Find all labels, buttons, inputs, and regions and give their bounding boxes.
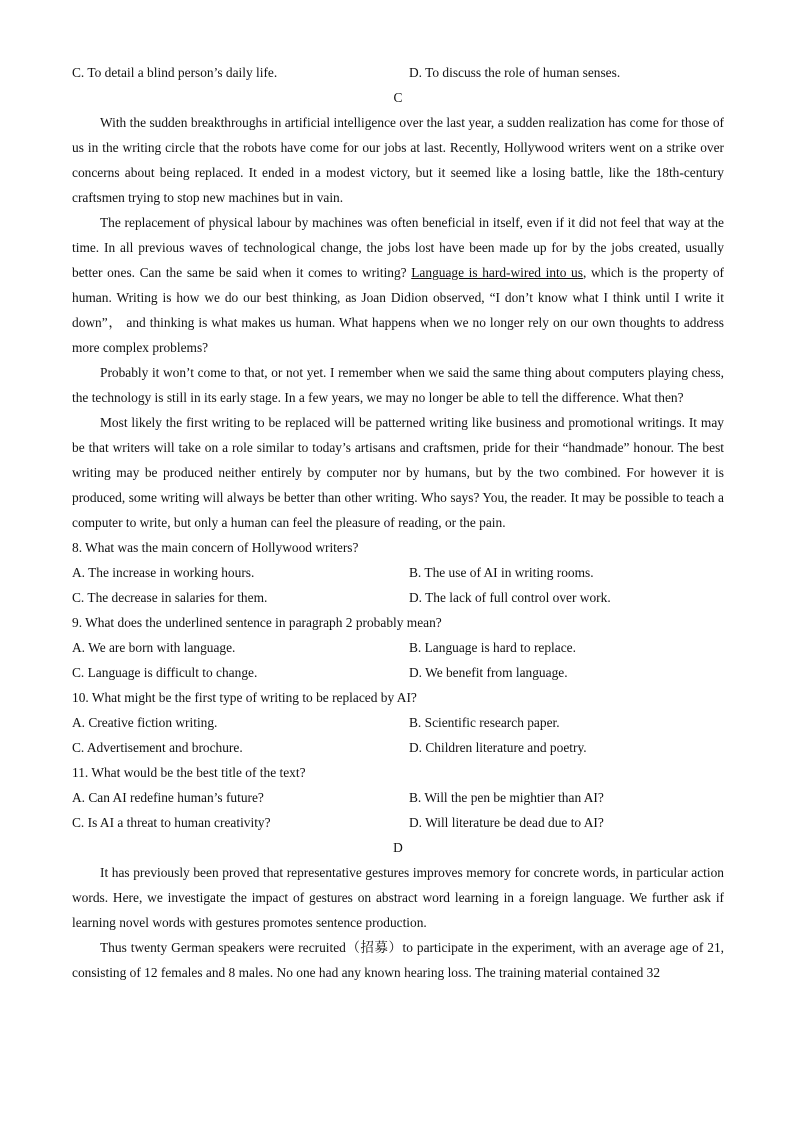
option-b: B. Language is hard to replace.: [409, 640, 576, 655]
question-9: [72, 610, 724, 685]
question-stem: 11. What would be the best title of the text?: [72, 765, 306, 780]
option-b: B. Will the pen be mightier than AI?: [409, 790, 604, 805]
prev-option-d: D. To discuss the role of human senses.: [409, 65, 621, 80]
option-d: D. Children literature and poetry.: [409, 740, 587, 755]
question-11: [72, 760, 724, 835]
option-row-cd: [72, 660, 724, 685]
option-d: D. We benefit from language.: [409, 665, 568, 680]
question-stem: 10. What might be the first type of writing to be replaced by AI?: [72, 690, 417, 705]
passage-d-paragraph-1: It has previously been proved that representative gestures improves memory for concrete words, in particular action words. Here, we investigate the impact of gestures on abstract word learning in a foreign language. We further ask if learning novel words with gestures promotes sentence production.: [72, 865, 724, 930]
option-row-cd: [72, 585, 724, 610]
option-d: D. The lack of full control over work.: [409, 590, 611, 605]
paragraph-2-text-after: , which is the property of human. Writing is how we do our best thinking, as Joan Didion observed, “I don’t know what I think until I write it down”， and thinking is what makes us human. What happens when we no longer rely on our own thoughts to address more complex problems?: [72, 265, 724, 355]
paragraph-2-text-before: The replacement of physical labour by machines was often beneficial in itself, even if it did not feel that way at the time. In all previous waves of technological change, the jobs lost have been made up for by the jobs created, usually better ones. Can the same be said when it comes to writing?: [72, 215, 724, 280]
question-stem: 9. What does the underlined sentence in paragraph 2 probably mean?: [72, 615, 442, 630]
option-a: A. We are born with language.: [72, 640, 236, 655]
option-b: B. The use of AI in writing rooms.: [409, 565, 594, 580]
option-row-ab: [72, 785, 724, 810]
passage-d-paragraph-2: Thus twenty German speakers were recruited（招募）to participate in the experiment, with an average age of 21, consisting of 12 females and 8 males. No one had any known hearing loss. The training material contained 32: [72, 940, 724, 980]
prev-question-options-cd: [72, 60, 724, 85]
option-c: C. The decrease in salaries for them.: [72, 590, 268, 605]
option-c: C. Advertisement and brochure.: [72, 740, 243, 755]
question-10: [72, 685, 724, 760]
option-b: B. Scientific research paper.: [409, 715, 560, 730]
option-c: C. Language is difficult to change.: [72, 665, 258, 680]
option-row-ab: [72, 635, 724, 660]
passage-c-paragraph-2: [72, 210, 724, 360]
option-d: D. Will literature be dead due to AI?: [409, 815, 604, 830]
section-d-label: D: [393, 840, 403, 855]
option-row-ab: [72, 560, 724, 585]
option-a: A. The increase in working hours.: [72, 565, 255, 580]
prev-option-c: C. To detail a blind person’s daily life.: [72, 65, 278, 80]
exam-page: [72, 60, 724, 985]
option-row-cd: [72, 810, 724, 835]
option-row-cd: [72, 735, 724, 760]
option-a: A. Can AI redefine human’s future?: [72, 790, 264, 805]
passage-c-paragraph-3: Probably it won’t come to that, or not yet. I remember when we said the same thing about computers playing chess, the technology is still in its early stage. In a few years, we may no longer be able to tell the difference. What then?: [72, 365, 724, 405]
question-stem: 8. What was the main concern of Hollywood writers?: [72, 540, 359, 555]
option-a: A. Creative fiction writing.: [72, 715, 218, 730]
section-c-label: C: [393, 90, 403, 105]
question-8: [72, 535, 724, 610]
underlined-sentence: Language is hard-wired into us: [411, 265, 583, 280]
passage-c-paragraph-1: With the sudden breakthroughs in artificial intelligence over the last year, a sudden realization has come for those of us in the writing circle that the robots have come for our jobs at last. Recently, Hollywood writers went on a strike over concerns about being replaced. It ended in a modest victory, but it seemed like a losing battle, like the 18th-century craftsmen trying to stop new machines but in vain.: [72, 115, 724, 205]
option-c: C. Is AI a threat to human creativity?: [72, 815, 271, 830]
passage-c-paragraph-4: Most likely the first writing to be replaced will be patterned writing like business and promotional writings. It may be that writers will take on a role similar to today’s artisans and craftsmen, pride for their “handmade” honour. The best writing may be produced neither entirely by computer nor by humans, but by the two combined. For however it is produced, some writing will always be better than other writing. Who says? You, the reader. It may be possible to teach a computer to write, but only a human can feel the pleasure of reading, or the pain.: [72, 415, 724, 530]
option-row-ab: [72, 710, 724, 735]
